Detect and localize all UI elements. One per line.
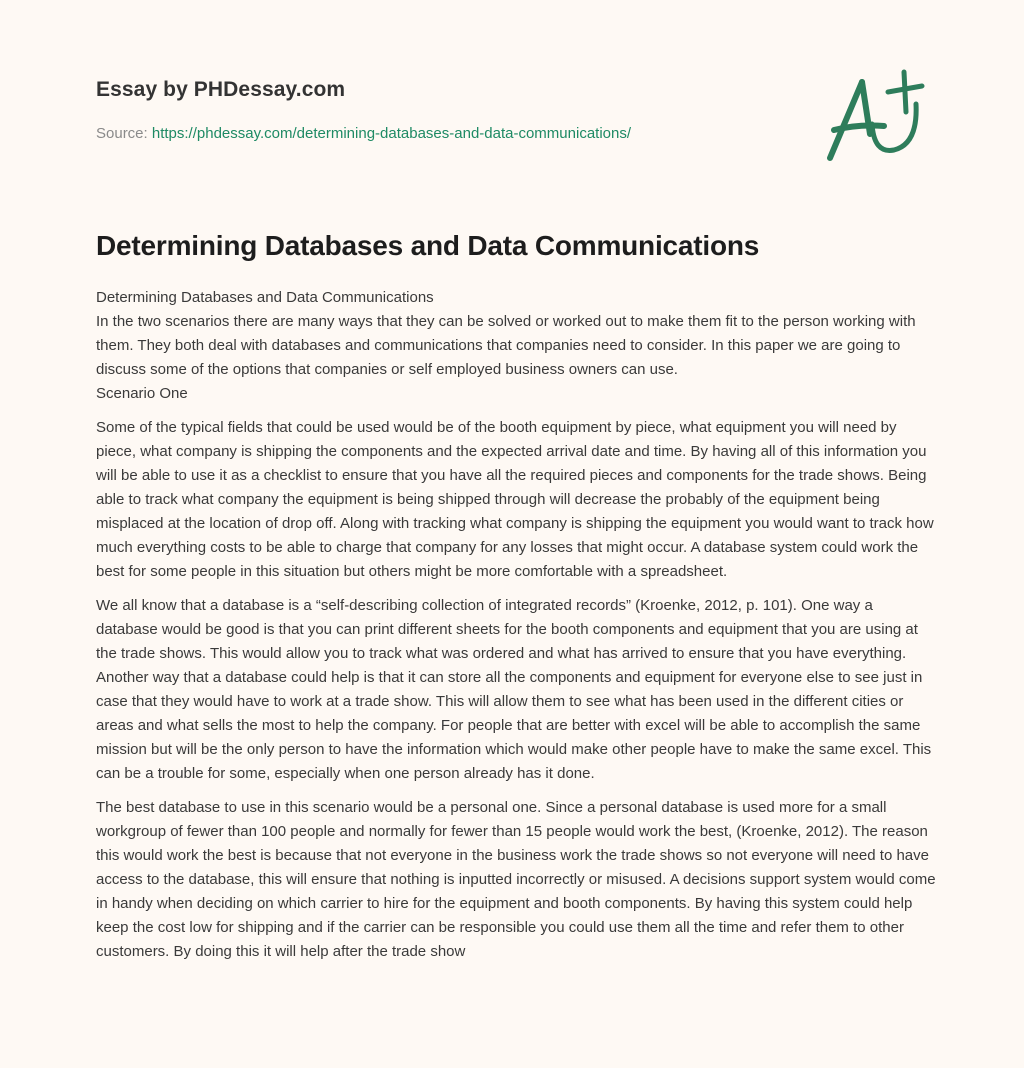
source-line xyxy=(96,124,796,144)
body-paragraph: Some of the typical fields that could be used would be of the booth equipment by piece, what equipment you will need by piece, what company is shipping the components and the expected arrival date and time. By having all of this information you will be able to use it as a checklist to ensure that you have all the required pieces and components for the trade shows. Being able to track what company the equipment is being shipped through will decrease the probably of the equipment being misplaced at the location of drop off. Along with tracking what company is shipping the equipment you would want to track how much everything costs to be able to charge that company for any losses that might occur. A database system could work the best for some people in this situation but others might be more comfortable with a spreadsheet. xyxy=(96,419,934,580)
intro-subtitle: Determining Databases and Data Communications xyxy=(96,289,434,306)
a-plus-grade-icon xyxy=(818,64,938,174)
intro-text: In the two scenarios there are many ways that they can be solved or worked out to make them fit to the person working with them. They both deal with databases and communications that companies need to consider. In this paper we are going to discuss some of the options that companies or self employed business owners can use. xyxy=(96,313,916,378)
source-link[interactable]: https://phdessay.com/determining-databases-and-data-communications/ xyxy=(151,125,632,142)
section-label: Scenario One xyxy=(96,385,188,402)
article-body xyxy=(96,286,936,974)
intro-paragraph xyxy=(96,286,936,406)
page-header xyxy=(96,76,796,144)
article-title: Determining Databases and Data Communications xyxy=(96,230,760,261)
body-paragraph: We all know that a database is a “self-describing collection of integrated records” (Kroenke, 2012, p. 101). One way a database would be good is that you can print different sheets for the booth components and equipment that you are using at the trade shows. This would allow you to track what was ordered and what has arrived to ensure that you have everything. Another way that a database could help is that it can store all the components and equipment for everyone else to see just in case that they would have to work at a trade show. This will allow them to see what has been used in the different cities or areas and what sells the most to help the company. For people that are better with excel will be able to accomplish the same mission but will be the only person to have the information which would make other people have to make the same excel. This can be a trouble for some, especially when one person already has it done. xyxy=(96,597,932,782)
body-paragraph: The best database to use in this scenario would be a personal one. Since a personal database is used more for a small workgroup of fewer than 100 people and normally for fewer than 15 people would work the best, (Kroenke, 2012). The reason this would work the best is because that not everyone in the business work the trade shows so not everyone will need to have access to the database, this will ensure that nothing is inputted incorrectly or misused. A decisions support system would come in handy when deciding on which carrier to hire for the equipment and booth components. By having this system could help keep the cost low for shipping and if the carrier can be responsible you could use them all the time and refer them to other customers. By doing this it will help after the trade show xyxy=(96,799,936,960)
site-title: Essay by PHDessay.com xyxy=(96,78,346,101)
source-label: Source: xyxy=(96,125,148,142)
